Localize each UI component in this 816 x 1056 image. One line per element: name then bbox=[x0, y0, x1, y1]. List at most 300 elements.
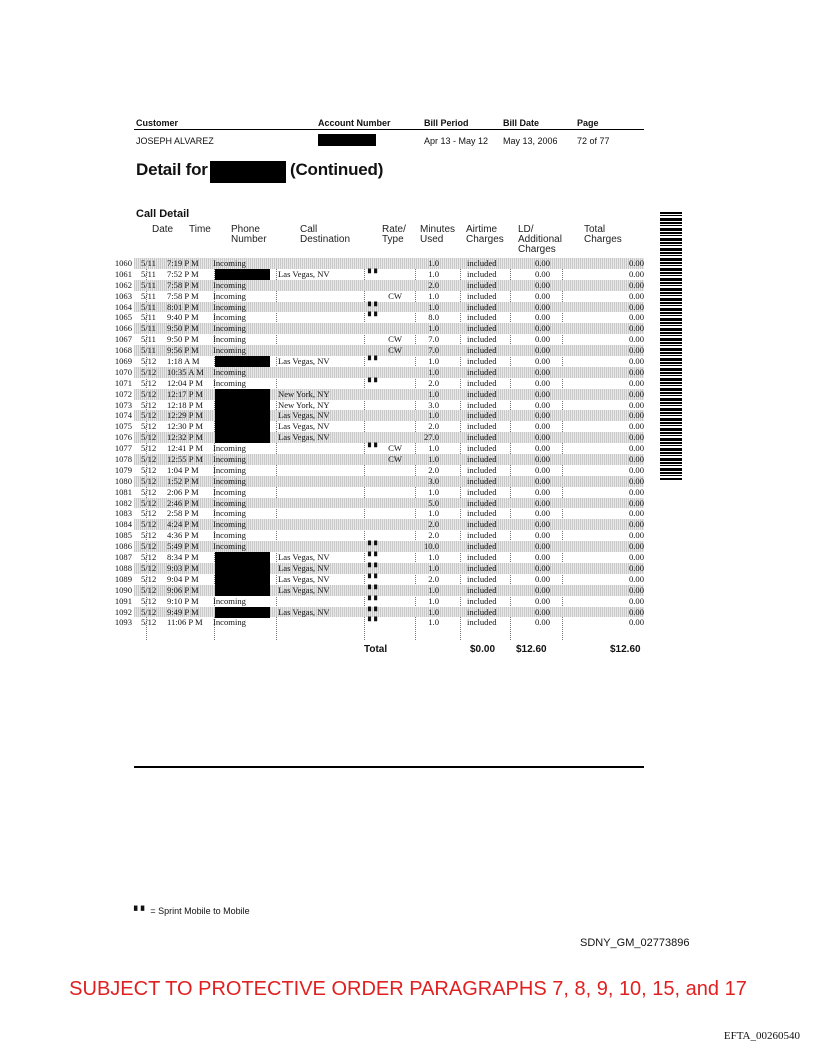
table-row bbox=[114, 497, 644, 509]
ld-charges: 0.00 bbox=[534, 541, 550, 552]
ld-charges: 0.00 bbox=[534, 421, 550, 432]
col-phone-line2: Number bbox=[231, 234, 267, 245]
call-destination: Las Vegas, NV bbox=[278, 584, 330, 595]
phone-number-redaction bbox=[215, 585, 270, 596]
row-number: 1069 bbox=[114, 356, 132, 367]
ld-charges: 0.00 bbox=[534, 432, 550, 443]
minutes-used: 1.0 bbox=[428, 323, 439, 334]
row-number: 1091 bbox=[114, 595, 132, 606]
minutes-used: 1.0 bbox=[428, 552, 439, 563]
mobile-to-mobile-icon: ▘▘ bbox=[368, 584, 381, 594]
minutes-used: 1.0 bbox=[428, 366, 439, 377]
col-total bbox=[584, 225, 622, 245]
row-number: 1074 bbox=[114, 410, 132, 421]
airtime-charges: included bbox=[467, 475, 497, 486]
ld-charges: 0.00 bbox=[534, 301, 550, 312]
call-time: 9:04 P M bbox=[167, 573, 199, 584]
call-incoming: Incoming bbox=[213, 541, 246, 552]
footnote-text: = Sprint Mobile to Mobile bbox=[150, 906, 250, 916]
col-minutes-line2: Used bbox=[420, 234, 444, 245]
call-date: 5/12 bbox=[141, 464, 157, 475]
ld-charges: 0.00 bbox=[534, 573, 550, 584]
total-charges: 0.00 bbox=[628, 356, 644, 367]
total-charges: 0.00 bbox=[628, 301, 644, 312]
table-row bbox=[114, 443, 644, 454]
mobile-to-mobile-icon: ▘▘ bbox=[368, 617, 381, 627]
section-heading: Call Detail bbox=[136, 208, 190, 220]
col-minutes-line1: Minutes bbox=[420, 224, 456, 235]
call-time: 9:49 P M bbox=[167, 606, 199, 617]
ld-charges: 0.00 bbox=[534, 486, 550, 497]
call-time: 10:35 A M bbox=[167, 366, 204, 377]
efta-number: EFTA_00260540 bbox=[723, 1030, 800, 1042]
table-row bbox=[114, 552, 644, 563]
row-number: 1089 bbox=[114, 573, 132, 584]
call-date: 5/12 bbox=[141, 573, 157, 584]
page-label: Page bbox=[577, 118, 599, 128]
minutes-used: 27.0 bbox=[423, 432, 439, 443]
call-date: 5/12 bbox=[141, 421, 157, 432]
col-airtime-line1: Airtime bbox=[466, 224, 498, 235]
airtime-charges: included bbox=[467, 443, 497, 454]
airtime-charges: included bbox=[467, 258, 497, 268]
customer-label: Customer bbox=[136, 118, 179, 128]
mobile-to-mobile-icon: ▘▘ bbox=[368, 541, 381, 551]
row-number: 1087 bbox=[114, 552, 132, 563]
call-time: 8:34 P M bbox=[167, 552, 199, 563]
call-incoming: Incoming bbox=[213, 258, 246, 268]
account-number-label: Account Number bbox=[318, 118, 391, 128]
minutes-used: 2.0 bbox=[428, 573, 439, 584]
airtime-charges: included bbox=[467, 454, 497, 465]
total-charges: 0.00 bbox=[628, 334, 644, 345]
call-destination: New York, NY bbox=[278, 388, 330, 399]
table-row bbox=[114, 377, 644, 389]
airtime-charges: included bbox=[467, 366, 497, 377]
table-row bbox=[114, 584, 644, 596]
airtime-charges: included bbox=[467, 617, 497, 628]
rate-type: CW bbox=[388, 345, 402, 356]
airtime-charges: included bbox=[467, 573, 497, 584]
ld-charges: 0.00 bbox=[534, 356, 550, 367]
table-row bbox=[114, 334, 644, 345]
call-time: 12:18 P M bbox=[167, 399, 203, 410]
header-rule bbox=[134, 129, 644, 130]
airtime-charges: included bbox=[467, 584, 497, 595]
ld-charges: 0.00 bbox=[534, 377, 550, 388]
call-date: 5/12 bbox=[141, 562, 157, 573]
phone-number-redaction bbox=[215, 421, 270, 432]
call-incoming: Incoming bbox=[213, 486, 246, 497]
call-date: 5/11 bbox=[141, 290, 156, 301]
row-number: 1072 bbox=[114, 388, 132, 399]
airtime-charges: included bbox=[467, 301, 497, 312]
total-charges: 0.00 bbox=[628, 323, 644, 334]
mobile-to-mobile-icon: ▘▘ bbox=[368, 377, 381, 387]
col-airtime bbox=[466, 225, 504, 245]
col-airtime-line2: Charges bbox=[466, 234, 504, 245]
call-incoming: Incoming bbox=[213, 530, 246, 541]
total-charges: 0.00 bbox=[628, 562, 644, 573]
col-minutes bbox=[420, 225, 455, 245]
table-row bbox=[114, 258, 644, 269]
table-row bbox=[114, 606, 644, 618]
call-time: 12:04 P M bbox=[167, 377, 203, 388]
table-row bbox=[114, 432, 644, 443]
airtime-charges: included bbox=[467, 279, 497, 290]
total-charges: 0.00 bbox=[628, 475, 644, 486]
ld-charges: 0.00 bbox=[534, 552, 550, 563]
call-date: 5/12 bbox=[141, 617, 157, 628]
ld-charges: 0.00 bbox=[534, 497, 550, 508]
row-number: 1065 bbox=[114, 312, 132, 323]
table-row bbox=[114, 530, 644, 541]
call-date: 5/12 bbox=[141, 399, 157, 410]
ld-charges: 0.00 bbox=[534, 595, 550, 606]
call-date: 5/12 bbox=[141, 497, 157, 508]
call-time: 9:50 P M bbox=[167, 334, 199, 345]
ld-charges: 0.00 bbox=[534, 530, 550, 541]
call-incoming: Incoming bbox=[213, 443, 246, 454]
row-number: 1077 bbox=[114, 443, 132, 454]
call-time: 7:58 P M bbox=[167, 279, 199, 290]
ld-charges: 0.00 bbox=[534, 508, 550, 519]
col-date-text: Date bbox=[152, 224, 174, 235]
call-time: 2:58 P M bbox=[167, 508, 199, 519]
table-row bbox=[114, 541, 644, 552]
total-charges: 0.00 bbox=[628, 584, 644, 595]
table-row bbox=[114, 475, 644, 487]
phone-number-redaction bbox=[215, 552, 270, 563]
call-date: 5/11 bbox=[141, 312, 156, 323]
call-date: 5/11 bbox=[141, 323, 156, 334]
row-number: 1060 bbox=[114, 258, 132, 268]
row-number: 1071 bbox=[114, 377, 132, 388]
ld-charges: 0.00 bbox=[534, 334, 550, 345]
rate-type: CW bbox=[388, 454, 402, 465]
table-row bbox=[114, 323, 644, 334]
page-value: 72 of 77 bbox=[577, 136, 610, 146]
total-airtime: $0.00 bbox=[470, 644, 496, 655]
call-incoming: Incoming bbox=[213, 366, 246, 377]
table-row bbox=[114, 345, 644, 356]
table-row bbox=[114, 595, 644, 607]
table-row bbox=[114, 268, 644, 280]
call-time: 12:55 P M bbox=[167, 454, 203, 465]
row-number: 1079 bbox=[114, 464, 132, 475]
col-phone bbox=[231, 225, 267, 245]
airtime-charges: included bbox=[467, 541, 497, 552]
total-charges: 0.00 bbox=[628, 595, 644, 606]
call-date: 5/12 bbox=[141, 584, 157, 595]
total-charges: 0.00 bbox=[628, 345, 644, 356]
total-label: Total bbox=[364, 644, 388, 655]
minutes-used: 1.0 bbox=[428, 454, 439, 465]
mobile-to-mobile-icon: ▘▘ bbox=[368, 356, 381, 366]
call-destination: Las Vegas, NV bbox=[278, 432, 330, 443]
airtime-charges: included bbox=[467, 595, 497, 606]
airtime-charges: included bbox=[467, 388, 497, 399]
minutes-used: 10.0 bbox=[423, 541, 439, 552]
row-number: 1080 bbox=[114, 475, 132, 486]
call-destination: Las Vegas, NV bbox=[278, 356, 330, 367]
rate-type: CW bbox=[388, 334, 402, 345]
footnote bbox=[134, 906, 250, 917]
minutes-used: 5.0 bbox=[428, 497, 439, 508]
total-charges: 0.00 bbox=[628, 464, 644, 475]
col-time-text: Time bbox=[189, 224, 211, 235]
call-destination: Las Vegas, NV bbox=[278, 410, 330, 421]
ld-charges: 0.00 bbox=[534, 323, 550, 334]
airtime-charges: included bbox=[467, 562, 497, 573]
call-destination: Las Vegas, NV bbox=[278, 562, 330, 573]
row-number: 1066 bbox=[114, 323, 132, 334]
phone-number-redaction bbox=[215, 607, 270, 618]
airtime-charges: included bbox=[467, 530, 497, 541]
minutes-used: 1.0 bbox=[428, 388, 439, 399]
ld-charges: 0.00 bbox=[534, 345, 550, 356]
page-title bbox=[136, 160, 208, 180]
ld-charges: 0.00 bbox=[534, 290, 550, 301]
call-time: 1:04 P M bbox=[167, 464, 199, 475]
col-phone-line1: Phone bbox=[231, 224, 260, 235]
table-row bbox=[114, 573, 644, 585]
call-destination: Las Vegas, NV bbox=[278, 552, 330, 563]
col-destination bbox=[300, 225, 350, 245]
call-date: 5/12 bbox=[141, 377, 157, 388]
call-incoming: Incoming bbox=[213, 345, 246, 356]
table-row bbox=[114, 279, 644, 291]
call-date: 5/12 bbox=[141, 486, 157, 497]
row-number: 1082 bbox=[114, 497, 132, 508]
airtime-charges: included bbox=[467, 290, 497, 301]
call-incoming: Incoming bbox=[213, 279, 246, 290]
row-number: 1064 bbox=[114, 301, 132, 312]
phone-number-redaction bbox=[215, 432, 270, 443]
phone-number-redaction bbox=[215, 574, 270, 585]
call-time: 1:52 P M bbox=[167, 475, 199, 486]
call-date: 5/12 bbox=[141, 475, 157, 486]
col-rate bbox=[382, 225, 406, 245]
call-time: 4:36 P M bbox=[167, 530, 199, 541]
call-destination: Las Vegas, NV bbox=[278, 606, 330, 617]
col-ld-line2: Additional bbox=[518, 234, 562, 245]
ld-charges: 0.00 bbox=[534, 443, 550, 454]
table-row bbox=[114, 399, 644, 411]
total-charges: 0.00 bbox=[628, 454, 644, 465]
total-charges: 0.00 bbox=[628, 312, 644, 323]
row-number: 1083 bbox=[114, 508, 132, 519]
call-date: 5/11 bbox=[141, 268, 156, 279]
ld-charges: 0.00 bbox=[534, 617, 550, 628]
call-time: 12:41 P M bbox=[167, 443, 203, 454]
rate-type: CW bbox=[388, 290, 402, 301]
total-charges: 0.00 bbox=[628, 443, 644, 454]
call-incoming: Incoming bbox=[213, 464, 246, 475]
call-date: 5/12 bbox=[141, 388, 157, 399]
row-number: 1063 bbox=[114, 290, 132, 301]
bill-date-value: May 13, 2006 bbox=[503, 136, 558, 146]
minutes-used: 2.0 bbox=[428, 279, 439, 290]
airtime-charges: included bbox=[467, 552, 497, 563]
call-incoming: Incoming bbox=[213, 454, 246, 465]
minutes-used: 1.0 bbox=[428, 443, 439, 454]
col-time bbox=[189, 225, 211, 235]
call-date: 5/12 bbox=[141, 552, 157, 563]
table-row bbox=[114, 290, 644, 302]
col-date bbox=[152, 225, 173, 235]
total-charges: 0.00 bbox=[628, 552, 644, 563]
airtime-charges: included bbox=[467, 486, 497, 497]
call-time: 7:58 P M bbox=[167, 290, 199, 301]
col-total-line2: Charges bbox=[584, 234, 622, 245]
call-incoming: Incoming bbox=[213, 290, 246, 301]
mobile-to-mobile-icon: ▘▘ bbox=[368, 552, 381, 562]
call-time: 9:40 P M bbox=[167, 312, 199, 323]
total-row bbox=[134, 644, 644, 656]
total-charges: 0.00 bbox=[628, 258, 644, 268]
bates-number: SDNY_GM_02773896 bbox=[580, 937, 690, 949]
airtime-charges: included bbox=[467, 421, 497, 432]
call-time: 9:50 P M bbox=[167, 323, 199, 334]
airtime-charges: included bbox=[467, 497, 497, 508]
ld-charges: 0.00 bbox=[534, 388, 550, 399]
mobile-to-mobile-icon: ▘▘ bbox=[368, 573, 381, 583]
minutes-used: 8.0 bbox=[428, 312, 439, 323]
airtime-charges: included bbox=[467, 432, 497, 443]
airtime-charges: included bbox=[467, 519, 497, 530]
row-number: 1070 bbox=[114, 366, 132, 377]
call-time: 4:24 P M bbox=[167, 519, 199, 530]
call-incoming: Incoming bbox=[213, 301, 246, 312]
call-time: 9:06 P M bbox=[167, 584, 199, 595]
title-prefix: Detail for bbox=[136, 160, 208, 179]
row-number: 1076 bbox=[114, 432, 132, 443]
total-ld: $12.60 bbox=[516, 644, 547, 655]
minutes-used: 7.0 bbox=[428, 334, 439, 345]
phone-number-redaction bbox=[215, 356, 270, 367]
bill-period-value: Apr 13 - May 12 bbox=[424, 136, 489, 146]
call-date: 5/11 bbox=[141, 258, 156, 268]
total-charges: 0.00 bbox=[628, 606, 644, 617]
call-date: 5/11 bbox=[141, 345, 156, 356]
total-charges: 0.00 bbox=[628, 366, 644, 377]
mobile-to-mobile-icon: ▘▘ bbox=[368, 562, 381, 572]
ld-charges: 0.00 bbox=[534, 475, 550, 486]
mobile-to-mobile-icon: ▘▘ bbox=[368, 268, 381, 278]
call-destination: New York, NY bbox=[278, 399, 330, 410]
ld-charges: 0.00 bbox=[534, 258, 550, 268]
row-number: 1084 bbox=[114, 519, 132, 530]
row-number: 1067 bbox=[114, 334, 132, 345]
call-incoming: Incoming bbox=[213, 475, 246, 486]
row-number: 1068 bbox=[114, 345, 132, 356]
table-row bbox=[114, 464, 644, 476]
call-time: 11:06 P M bbox=[167, 617, 203, 628]
call-time: 7:19 P M bbox=[167, 258, 199, 268]
call-incoming: Incoming bbox=[213, 595, 246, 606]
ld-charges: 0.00 bbox=[534, 454, 550, 465]
mobile-to-mobile-icon: ▘▘ bbox=[134, 907, 148, 917]
call-date: 5/12 bbox=[141, 508, 157, 519]
minutes-used: 1.0 bbox=[428, 584, 439, 595]
ld-charges: 0.00 bbox=[534, 279, 550, 290]
call-date: 5/12 bbox=[141, 454, 157, 465]
bottom-rule bbox=[134, 766, 644, 768]
call-date: 5/12 bbox=[141, 519, 157, 530]
call-time: 12:29 P M bbox=[167, 410, 203, 421]
call-destination: Las Vegas, NV bbox=[278, 421, 330, 432]
total-charges: 0.00 bbox=[628, 377, 644, 388]
call-destination: Las Vegas, NV bbox=[278, 573, 330, 584]
call-time: 2:06 P M bbox=[167, 486, 199, 497]
airtime-charges: included bbox=[467, 410, 497, 421]
minutes-used: 7.0 bbox=[428, 345, 439, 356]
row-number: 1092 bbox=[114, 606, 132, 617]
call-incoming: Incoming bbox=[213, 377, 246, 388]
minutes-used: 1.0 bbox=[428, 595, 439, 606]
ld-charges: 0.00 bbox=[534, 519, 550, 530]
airtime-charges: included bbox=[467, 345, 497, 356]
bill-period-label: Bill Period bbox=[424, 118, 469, 128]
col-destination-line2: Destination bbox=[300, 234, 351, 245]
call-time: 1:18 A M bbox=[167, 356, 200, 367]
phone-number-redaction bbox=[215, 410, 270, 421]
mobile-to-mobile-icon: ▘▘ bbox=[368, 443, 381, 453]
airtime-charges: included bbox=[467, 377, 497, 388]
ld-charges: 0.00 bbox=[534, 366, 550, 377]
col-total-line1: Total bbox=[584, 224, 606, 235]
call-date: 5/12 bbox=[141, 356, 157, 367]
call-date: 5/11 bbox=[141, 279, 156, 290]
total-charges: 0.00 bbox=[628, 432, 644, 443]
airtime-charges: included bbox=[467, 334, 497, 345]
total-charges: 0.00 bbox=[628, 530, 644, 541]
airtime-charges: included bbox=[467, 464, 497, 475]
col-ld-line1: LD/ bbox=[518, 224, 534, 235]
minutes-used: 1.0 bbox=[428, 258, 439, 268]
call-incoming: Incoming bbox=[213, 519, 246, 530]
total-charges: 0.00 bbox=[628, 573, 644, 584]
ld-charges: 0.00 bbox=[534, 562, 550, 573]
call-date: 5/12 bbox=[141, 595, 157, 606]
ld-charges: 0.00 bbox=[534, 399, 550, 410]
table-row bbox=[114, 508, 644, 519]
col-ld-line3: Charges bbox=[518, 244, 556, 255]
mobile-to-mobile-icon: ▘▘ bbox=[368, 301, 381, 311]
call-time: 9:56 P M bbox=[167, 345, 199, 356]
table-row bbox=[114, 356, 644, 367]
minutes-used: 1.0 bbox=[428, 617, 439, 628]
airtime-charges: included bbox=[467, 508, 497, 519]
airtime-charges: included bbox=[467, 606, 497, 617]
minutes-used: 1.0 bbox=[428, 290, 439, 301]
total-charges: 0.00 bbox=[628, 519, 644, 530]
total-charges: 0.00 bbox=[628, 421, 644, 432]
table-row bbox=[114, 388, 644, 400]
account-number-redaction bbox=[318, 134, 376, 146]
total-charges: 0.00 bbox=[628, 541, 644, 552]
total-charges: 0.00 bbox=[628, 290, 644, 301]
call-time: 2:46 P M bbox=[167, 497, 199, 508]
minutes-used: 3.0 bbox=[428, 399, 439, 410]
ld-charges: 0.00 bbox=[534, 410, 550, 421]
row-number: 1073 bbox=[114, 399, 132, 410]
row-number: 1062 bbox=[114, 279, 132, 290]
call-time: 9:10 P M bbox=[167, 595, 199, 606]
call-date: 5/11 bbox=[141, 301, 156, 312]
protective-order-notice: SUBJECT TO PROTECTIVE ORDER PARAGRAPHS 7, 8, 9, 10, 15, and 17 bbox=[69, 978, 747, 1000]
